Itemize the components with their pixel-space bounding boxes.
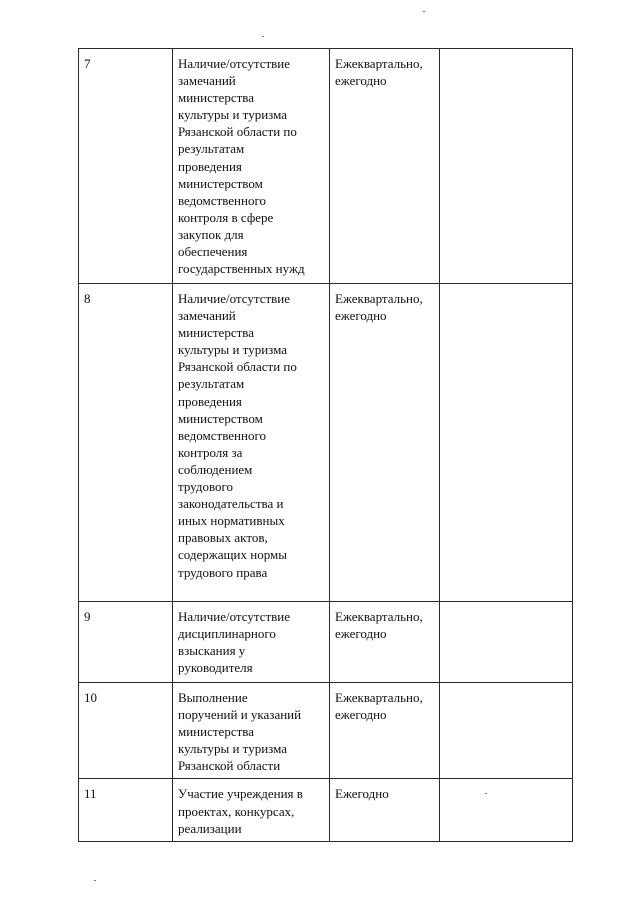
row-number: 7 <box>79 49 173 284</box>
row-number: 11 <box>79 779 173 842</box>
period-cell: Ежеквартально, ежегодно <box>330 49 440 284</box>
table-row <box>79 779 573 842</box>
value-cell <box>440 602 573 683</box>
value-cell <box>440 683 573 779</box>
row-number: 8 <box>79 284 173 602</box>
period-cell: Ежеквартально, ежегодно <box>330 683 440 779</box>
scan-speck <box>423 11 425 12</box>
indicator-cell: Выполнение поручений и указаний министерства культуры и туризма Рязанской области <box>173 683 330 779</box>
row-number: 10 <box>79 683 173 779</box>
table-row <box>79 602 573 683</box>
row-number: 9 <box>79 602 173 683</box>
value-cell <box>440 49 573 284</box>
period-cell: Ежегодно <box>330 779 440 842</box>
indicator-cell: Наличие/отсутствие замечаний министерства культуры и туризма Рязанской области по результатам проведения министерством ведомственного контроля за соблюдением трудового законодательства и иных нормативных правовых актов, содержащих нормы трудового права <box>173 284 330 602</box>
table-row <box>79 49 573 284</box>
indicator-cell: Наличие/отсутствие дисциплинарного взыскания у руководителя <box>173 602 330 683</box>
period-cell: Ежеквартально, ежегодно <box>330 602 440 683</box>
value-cell <box>440 284 573 602</box>
indicator-cell: Наличие/отсутствие замечаний министерства культуры и туризма Рязанской области по результатам проведения министерством ведомственного контроля в сфере закупок для обеспечения государственных нужд <box>173 49 330 284</box>
table-row <box>79 284 573 602</box>
scan-speck <box>262 36 264 37</box>
value-cell <box>440 779 573 842</box>
scan-speck <box>94 880 96 881</box>
criteria-table <box>78 48 573 842</box>
table-row <box>79 683 573 779</box>
indicator-cell: Участие учреждения в проектах, конкурсах, реализации <box>173 779 330 842</box>
period-cell: Ежеквартально, ежегодно <box>330 284 440 602</box>
